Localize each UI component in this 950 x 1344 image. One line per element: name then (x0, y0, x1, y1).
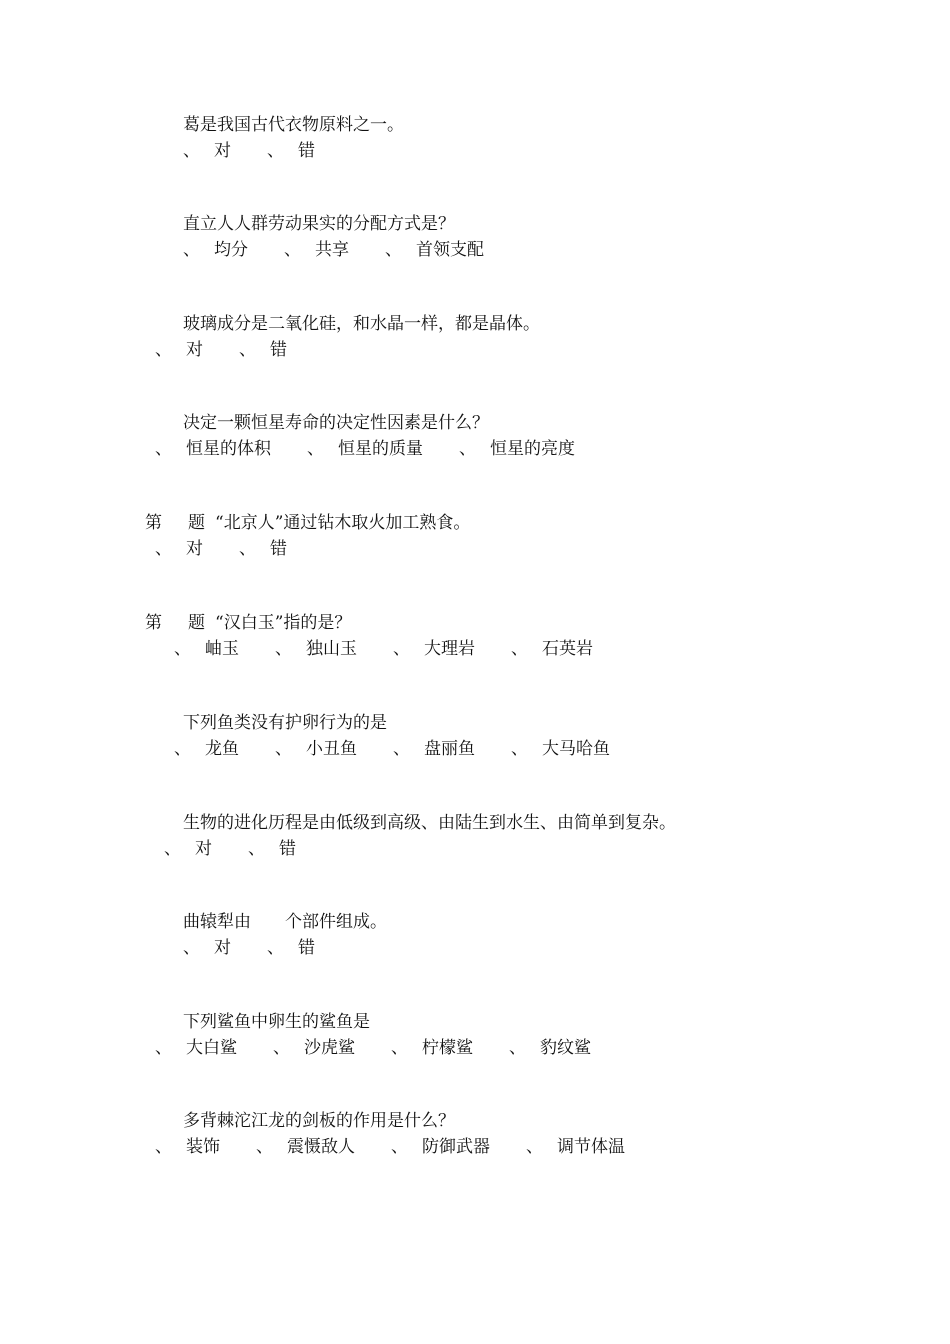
option-true[interactable]: 对 (186, 539, 203, 559)
option-separator: 、 (284, 240, 301, 260)
option-a[interactable]: 均分 (214, 240, 248, 260)
option-separator: 、 (267, 938, 284, 958)
option-b[interactable]: 恒星的质量 (338, 439, 423, 459)
question-7 (0, 712, 950, 772)
question-text: 葛是我国古代衣物原料之一。 (183, 115, 404, 135)
question-11 (0, 1110, 950, 1170)
option-list (155, 438, 575, 460)
question-2 (0, 213, 950, 273)
option-separator: 、 (174, 639, 191, 659)
question-text: 多背棘沱江龙的剑板的作用是什么？ (183, 1111, 455, 1131)
question-4 (0, 412, 950, 472)
option-list (174, 738, 610, 760)
option-a[interactable]: 岫玉 (205, 639, 239, 659)
question-9 (0, 911, 950, 971)
question-text: “汉白玉”指的是？ (215, 613, 352, 633)
option-list (164, 838, 296, 860)
option-false[interactable]: 错 (279, 839, 296, 859)
option-d[interactable]: 豹纹鲨 (540, 1038, 591, 1058)
question-heading (145, 612, 351, 634)
question-text: 直立人人群劳动果实的分配方式是？ (183, 214, 455, 234)
question-text: 下列鲨鱼中卵生的鲨鱼是 (183, 1012, 370, 1032)
question-text: 下列鱼类没有护卵行为的是 (183, 713, 387, 733)
option-separator: 、 (183, 240, 200, 260)
option-list (174, 638, 593, 660)
option-separator: 、 (391, 1038, 408, 1058)
option-separator: 、 (155, 340, 172, 360)
question-text: 玻璃成分是二氧化硅，和水晶一样，都是晶体。 (183, 314, 540, 334)
option-separator: 、 (174, 739, 191, 759)
option-separator: 、 (509, 1038, 526, 1058)
option-false[interactable]: 错 (270, 539, 287, 559)
option-separator: 、 (256, 1137, 273, 1157)
option-a[interactable]: 装饰 (186, 1137, 220, 1157)
option-separator: 、 (164, 839, 181, 859)
option-separator: 、 (385, 240, 402, 260)
option-a[interactable]: 大白鲨 (186, 1038, 237, 1058)
option-a[interactable]: 龙鱼 (205, 739, 239, 759)
option-list (155, 1037, 591, 1059)
question-prefix-di: 第 (145, 613, 162, 633)
option-separator: 、 (155, 1137, 172, 1157)
option-b[interactable]: 震慑敌人 (287, 1137, 355, 1157)
option-list (155, 339, 287, 361)
option-separator: 、 (511, 739, 528, 759)
option-a[interactable]: 恒星的体积 (186, 439, 271, 459)
question-prefix-di: 第 (145, 513, 162, 533)
option-b[interactable]: 沙虎鲨 (304, 1038, 355, 1058)
question-10 (0, 1011, 950, 1071)
option-separator: 、 (155, 539, 172, 559)
option-separator: 、 (275, 639, 292, 659)
question-heading (145, 512, 470, 534)
option-separator: 、 (511, 639, 528, 659)
option-true[interactable]: 对 (195, 839, 212, 859)
option-false[interactable]: 错 (270, 340, 287, 360)
option-separator: 、 (393, 739, 410, 759)
question-3 (0, 313, 950, 373)
option-separator: 、 (155, 439, 172, 459)
question-prefix-ti: 题 (188, 613, 205, 633)
option-false[interactable]: 错 (298, 141, 315, 161)
option-list (155, 1136, 625, 1158)
question-text: “北京人”通过钻木取火加工熟食。 (215, 513, 471, 533)
question-text: 曲辕犁由 个部件组成。 (183, 912, 387, 932)
option-separator: 、 (248, 839, 265, 859)
question-1 (0, 114, 950, 174)
option-true[interactable]: 对 (186, 340, 203, 360)
option-true[interactable]: 对 (214, 141, 231, 161)
option-separator: 、 (275, 739, 292, 759)
option-separator: 、 (155, 1038, 172, 1058)
option-b[interactable]: 小丑鱼 (306, 739, 357, 759)
option-true[interactable]: 对 (214, 938, 231, 958)
option-separator: 、 (459, 439, 476, 459)
question-text: 生物的进化历程是由低级到高级、由陆生到水生、由简单到复杂。 (183, 813, 676, 833)
option-c[interactable]: 防御武器 (422, 1137, 490, 1157)
option-c[interactable]: 恒星的亮度 (490, 439, 575, 459)
option-list (183, 937, 315, 959)
option-b[interactable]: 独山玉 (306, 639, 357, 659)
question-prefix-ti: 题 (188, 513, 205, 533)
option-list (183, 140, 315, 162)
option-c[interactable]: 柠檬鲨 (422, 1038, 473, 1058)
option-c[interactable]: 大理岩 (424, 639, 475, 659)
option-separator: 、 (239, 539, 256, 559)
option-d[interactable]: 大马哈鱼 (542, 739, 610, 759)
option-c[interactable]: 盘丽鱼 (424, 739, 475, 759)
option-separator: 、 (267, 141, 284, 161)
option-d[interactable]: 石英岩 (542, 639, 593, 659)
option-b[interactable]: 共享 (315, 240, 349, 260)
option-separator: 、 (183, 938, 200, 958)
option-d[interactable]: 调节体温 (557, 1137, 625, 1157)
option-separator: 、 (393, 639, 410, 659)
option-separator: 、 (239, 340, 256, 360)
option-separator: 、 (526, 1137, 543, 1157)
option-separator: 、 (183, 141, 200, 161)
option-separator: 、 (307, 439, 324, 459)
question-8 (0, 812, 950, 872)
option-list (183, 239, 484, 261)
option-separator: 、 (391, 1137, 408, 1157)
question-5 (0, 512, 950, 572)
question-text: 决定一颗恒星寿命的决定性因素是什么？ (183, 413, 489, 433)
option-c[interactable]: 首领支配 (416, 240, 484, 260)
option-false[interactable]: 错 (298, 938, 315, 958)
option-list (155, 538, 287, 560)
option-separator: 、 (273, 1038, 290, 1058)
question-6 (0, 612, 950, 672)
